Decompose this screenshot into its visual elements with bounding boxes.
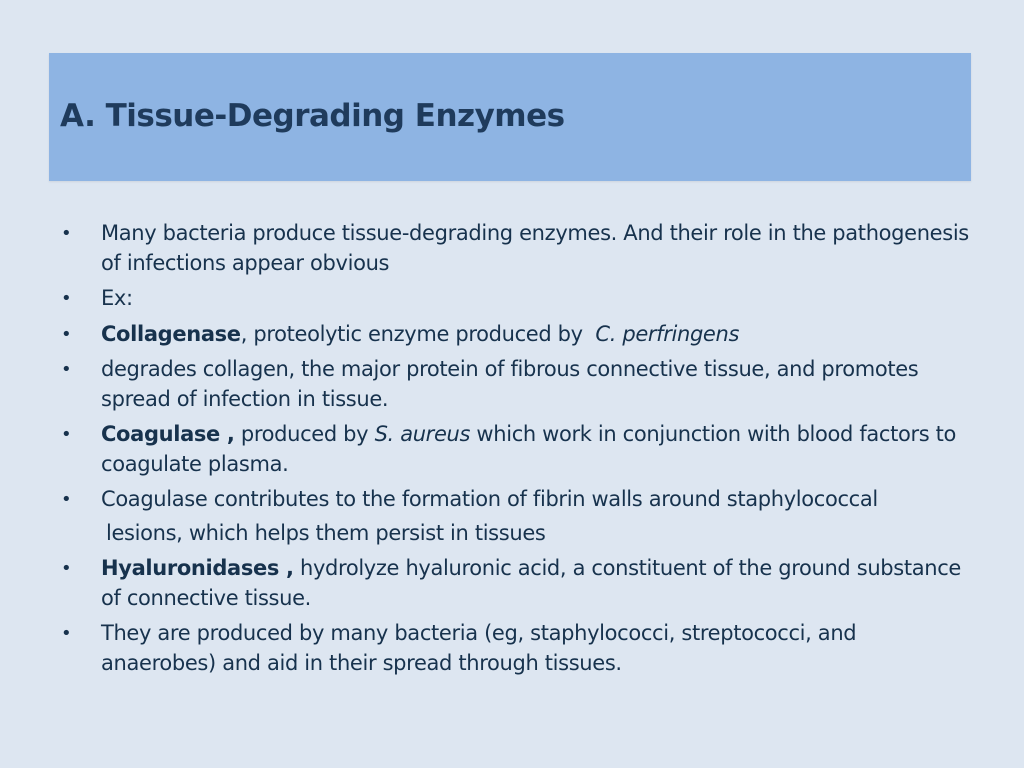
bullet-continuation (0, 519, 1024, 549)
bullet-point: • (61, 623, 72, 644)
bullet-item (0, 284, 1024, 314)
bullet-text-part: produced by (234, 422, 375, 446)
organism-name: S. aureus (374, 422, 471, 446)
bullet-item (0, 485, 1024, 515)
bullet-item (0, 355, 1024, 414)
bullet-text (101, 320, 971, 350)
bullet-point: • (61, 359, 72, 380)
bullet-text-part: which work in conjunction with blood factors to coagulate plasma. (101, 422, 957, 476)
bullet-text (101, 554, 971, 613)
bullet-item (0, 420, 1024, 479)
bullet-item (0, 219, 1024, 278)
bullet-list (0, 219, 1024, 684)
term-hyaluronidases: Hyaluronidases , (101, 556, 294, 580)
bullet-text-part: hydrolyze hyaluronic acid, a constituent of the ground substance of connective tissue. (101, 556, 961, 610)
bullet-text: Coagulase contributes to the formation of fibrin walls around staphylococcal (101, 487, 878, 511)
bullet-text: lesions, which helps them persist in tissues (106, 520, 546, 545)
bullet-text: Many bacteria produce tissue-degrading enzymes. And their role in the pathogenesis of infections appear obvious (101, 221, 969, 275)
organism-name: C. perfringens (595, 321, 740, 346)
title-bar (49, 53, 971, 181)
bullet-point: • (61, 424, 72, 445)
bullet-item (0, 320, 1024, 350)
bullet-text (101, 420, 971, 479)
bullet-text: degrades collagen, the major protein of fibrous connective tissue, and promotes spread of infection in tissue. (101, 357, 919, 411)
bullet-text: They are produced by many bacteria (eg, staphylococci, streptococci, and anaerobes) and aid in their spread through tissues. (101, 621, 857, 675)
bullet-item (0, 554, 1024, 613)
bullet-point: • (61, 223, 72, 244)
bullet-point: • (61, 288, 72, 309)
bullet-point: • (61, 489, 72, 510)
term-coagulase: Coagulase , (101, 422, 235, 446)
bullet-text-part: , proteolytic enzyme produced by (240, 321, 596, 346)
bullet-text: Ex: (101, 286, 133, 310)
bullet-point: • (61, 323, 72, 345)
term-collagenase: Collagenase (101, 321, 241, 346)
bullet-point: • (61, 558, 72, 579)
slide-title: A. Tissue-Degrading Enzymes (60, 98, 565, 134)
bullet-item (0, 619, 1024, 678)
